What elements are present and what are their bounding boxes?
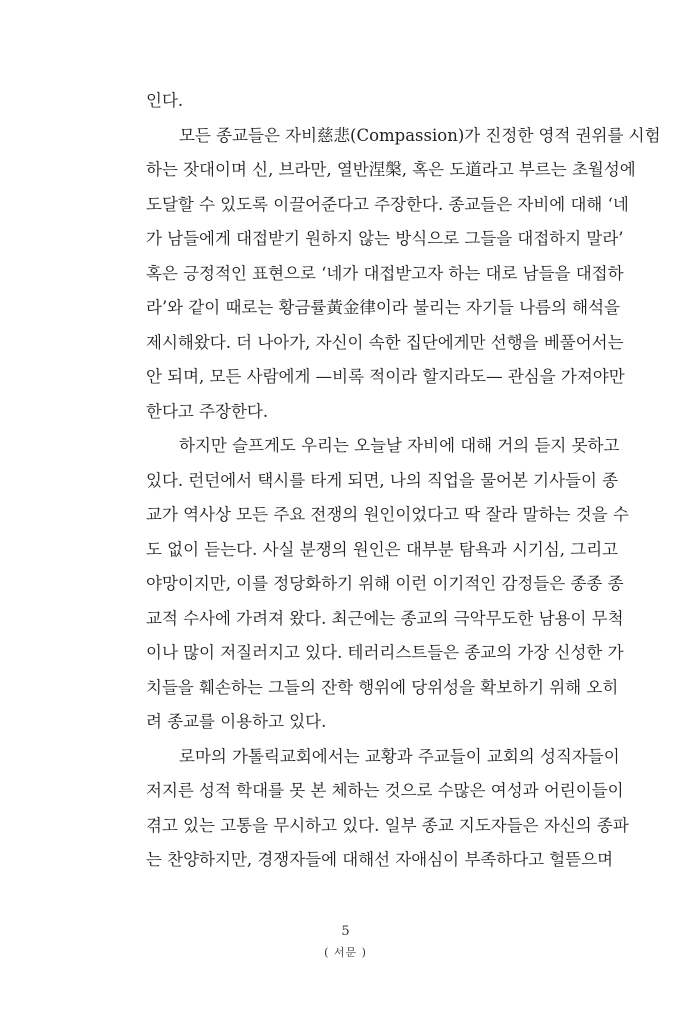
text-line: 안 되며, 모든 사람에게 —비록 적이라 할지라도— 관심을 가져야만 — [146, 367, 625, 386]
text-line: 인다. — [146, 91, 184, 110]
text-line: 가 남들에게 대접받기 원하지 않는 방식으로 그들을 대접하지 말라’ — [146, 229, 624, 248]
text-line: 도달할 수 있도록 이끌어준다고 주장한다. 종교들은 자비에 대해 ‘네 — [146, 194, 629, 214]
text-line: 겪고 있는 고통을 무시하고 있다. 일부 종교 지도자들은 자신의 종파 — [146, 815, 629, 835]
paragraph-first-line: 로마의 가톨릭교회에서는 교황과 주교들이 교회의 성직자들이 — [179, 746, 620, 766]
text-line: 교적 수사에 가려져 왔다. 최근에는 종교의 극악무도한 남용이 무척 — [146, 608, 624, 628]
text-line: 도 없이 듣는다. 사실 분쟁의 원인은 대부분 탐욕과 시기심, 그리고 — [146, 539, 619, 559]
paragraph-last-line: 려 종교를 이용하고 있다. — [146, 712, 327, 731]
text-line: 는 찬양하지만, 경쟁자들에 대해선 자애심이 부족하다고 헐뜯으며 — [146, 850, 614, 869]
page-number: 5 — [341, 924, 350, 939]
paragraph-first-line: 모든 종교들은 자비慈悲(Compassion)가 진정한 영적 권위를 시험 — [179, 125, 661, 145]
text-line: 이나 많이 저질러지고 있다. 테러리스트들은 종교의 가장 신성한 가 — [146, 643, 624, 662]
running-footer-section-title: ( 서문 ) — [324, 946, 367, 959]
text-line: 치들을 훼손하는 그들의 잔학 행위에 당위성을 확보하기 위해 오히 — [146, 677, 619, 697]
text-line: 있다. 런던에서 택시를 타게 되면, 나의 직업을 물어본 기사들이 종 — [146, 470, 619, 490]
text-line: 혹은 긍정적인 표현으로 ‘네가 대접받고자 하는 대로 남들을 대접하 — [146, 263, 624, 283]
text-line: 라’와 같이 때로는 황금률黃金律이라 불리는 자기들 나름의 해석을 — [146, 298, 620, 317]
text-line: 야망이지만, 이를 정당화하기 위해 이런 이기적인 감정들은 종종 종 — [146, 574, 624, 593]
text-line: 제시해왔다. 더 나아가, 자신이 속한 집단에게만 선행을 베풀어서는 — [146, 332, 624, 352]
body-text — [146, 84, 661, 878]
paragraph-first-line: 하지만 슬프게도 우리는 오늘날 자비에 대해 거의 듣지 못하고 — [179, 436, 620, 455]
paragraph-last-line: 한다고 주장한다. — [146, 401, 269, 421]
text-line: 저지른 성적 학대를 못 본 체하는 것으로 수많은 여성과 어린이들이 — [146, 781, 624, 800]
text-line: 교가 역사상 모든 주요 전쟁의 원인이었다고 딱 잘라 말하는 것을 수 — [146, 505, 629, 524]
text-line: 하는 잣대이며 신, 브라만, 열반涅槃, 혹은 도道라고 부르는 초월성에 — [146, 160, 636, 179]
